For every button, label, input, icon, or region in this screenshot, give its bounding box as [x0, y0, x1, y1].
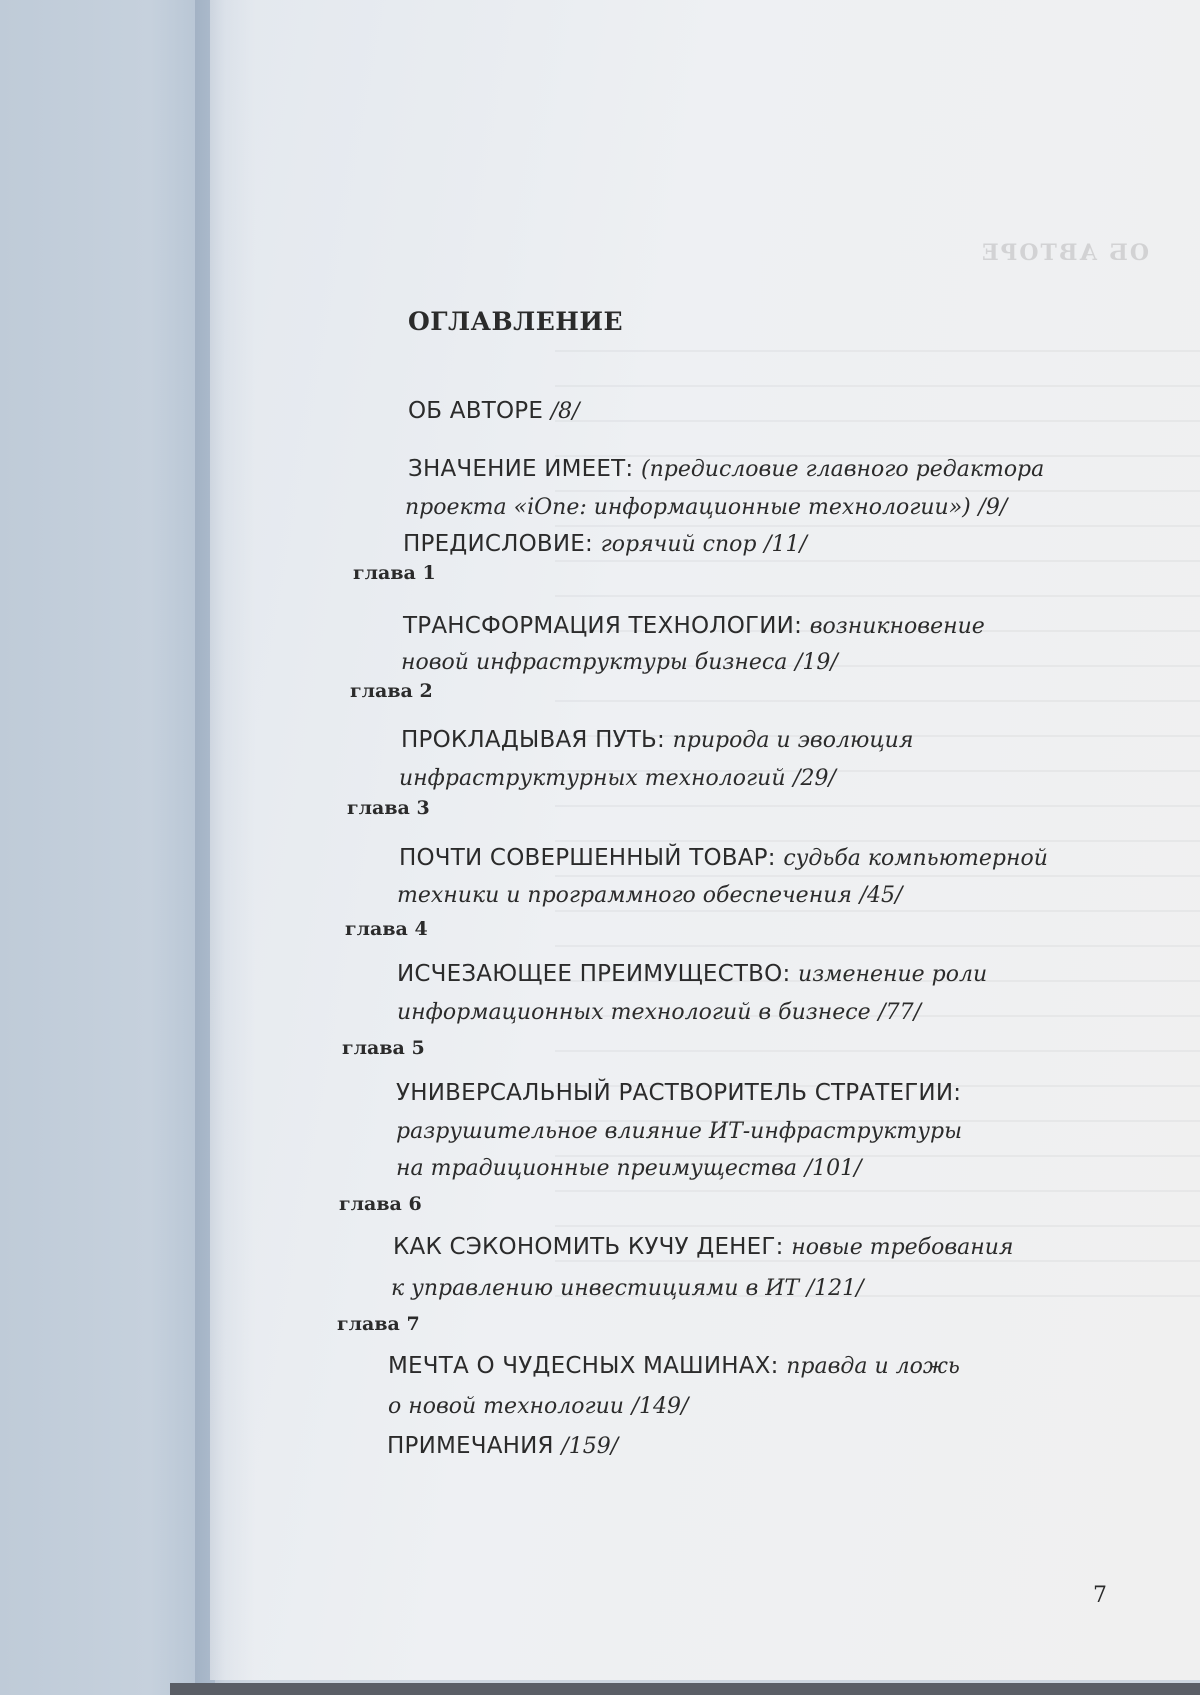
entry-page: /159/ — [561, 1434, 619, 1459]
chapter-label-2: глава 2 — [350, 680, 433, 702]
entry-page: /45/ — [859, 883, 903, 908]
entry-subtitle: новые требования — [791, 1235, 1014, 1260]
entry-page: /29/ — [793, 766, 836, 791]
toc-entry-preface — [403, 528, 807, 560]
toc-entry-matters-cont — [405, 491, 1007, 523]
chapter-label-6: глава 6 — [339, 1193, 422, 1215]
entry-subtitle: к управлению инвестициями в ИТ — [391, 1276, 800, 1301]
toc-entry-chapter-6-cont — [391, 1272, 864, 1304]
toc-title: ОГЛАВЛЕНИЕ — [408, 307, 624, 336]
chapter-label-7: глава 7 — [337, 1313, 420, 1335]
entry-title: ПОЧТИ СОВЕРШЕННЫЙ ТОВАР: — [399, 845, 776, 871]
toc-entry-matters — [408, 453, 1044, 485]
entry-title: ПРОКЛАДЫВАЯ ПУТЬ: — [401, 727, 665, 753]
entry-page: /19/ — [795, 650, 838, 675]
chapter-label-1: глава 1 — [353, 562, 436, 584]
chapter-label-5: глава 5 — [342, 1037, 425, 1059]
entry-page: /101/ — [804, 1156, 862, 1181]
toc-entry-chapter-1-cont — [401, 646, 838, 678]
entry-subtitle: судьба компьютерной — [783, 846, 1048, 871]
entry-subtitle: на традиционные преимущества — [396, 1156, 798, 1181]
entry-title: КАК СЭКОНОМИТЬ КУЧУ ДЕНЕГ: — [393, 1234, 784, 1260]
bleed-through-heading: ОБ АВТОРЕ — [980, 240, 1149, 266]
toc-entry-chapter-5 — [396, 1077, 961, 1108]
entry-subtitle: горячий спор — [600, 532, 757, 557]
entry-subtitle: правда и ложь — [786, 1354, 960, 1379]
toc-entry-notes — [387, 1430, 618, 1462]
entry-subtitle: разрушительное влияние ИТ-инфраструктуры — [396, 1119, 963, 1144]
toc-entry-chapter-3-cont — [397, 879, 902, 911]
entry-subtitle: проекта «iOne: информационные технологии») — [405, 495, 971, 520]
entry-subtitle: информационных технологий в бизнесе — [397, 1000, 871, 1025]
entry-title: ТРАНСФОРМАЦИЯ ТЕХНОЛОГИИ: — [403, 613, 803, 639]
entry-title: ЗНАЧЕНИЕ ИМЕЕТ: — [408, 456, 634, 482]
entry-title: УНИВЕРСАЛЬНЫЙ РАСТВОРИТЕЛЬ СТРАТЕГИИ: — [396, 1080, 962, 1106]
entry-page: /8/ — [550, 399, 580, 424]
toc-entry-chapter-2 — [401, 724, 913, 756]
entry-subtitle: (предисловие главного редактора — [640, 457, 1045, 482]
entry-subtitle: новой инфраструктуры бизнеса — [401, 650, 788, 675]
chapter-label-3: глава 3 — [347, 797, 430, 819]
toc-entry-chapter-4 — [397, 958, 987, 990]
toc-entry-chapter-4-cont — [397, 996, 921, 1028]
chapter-label-4: глава 4 — [345, 918, 428, 940]
toc-entry-about — [408, 395, 580, 427]
toc-entry-chapter-6 — [393, 1231, 1014, 1263]
toc-entry-chapter-7-cont — [388, 1390, 688, 1422]
entry-subtitle: инфраструктурных технологий — [399, 766, 786, 791]
toc-entry-chapter-7 — [388, 1350, 960, 1382]
entry-page: /121/ — [806, 1276, 864, 1301]
entry-page: /11/ — [764, 532, 807, 557]
toc-entry-chapter-2-cont — [399, 762, 836, 794]
entry-title: ИСЧЕЗАЮЩЕЕ ПРЕИМУЩЕСТВО: — [397, 961, 791, 987]
entry-subtitle: изменение роли — [798, 962, 988, 987]
entry-subtitle: о новой технологии — [388, 1394, 624, 1419]
entry-title: ПРЕДИСЛОВИЕ: — [403, 531, 593, 557]
toc-entry-chapter-5-cont-2 — [396, 1152, 862, 1184]
entry-title: ОБ АВТОРЕ — [408, 398, 544, 424]
entry-page: /149/ — [631, 1394, 689, 1419]
toc-entry-chapter-3 — [399, 842, 1048, 874]
page-number: 7 — [1093, 1583, 1107, 1608]
toc-entry-chapter-5-cont — [396, 1115, 962, 1147]
entry-title: ПРИМЕЧАНИЯ — [387, 1433, 554, 1459]
entry-page: /77/ — [878, 1000, 922, 1025]
toc-entry-chapter-1 — [403, 610, 985, 642]
entry-page: /9/ — [978, 495, 1008, 520]
entry-subtitle: природа и эволюция — [672, 728, 914, 753]
entry-subtitle: техники и программного обеспечения — [397, 883, 852, 908]
entry-title: МЕЧТА О ЧУДЕСНЫХ МАШИНАХ: — [388, 1353, 779, 1379]
entry-subtitle: возникновение — [809, 614, 985, 639]
